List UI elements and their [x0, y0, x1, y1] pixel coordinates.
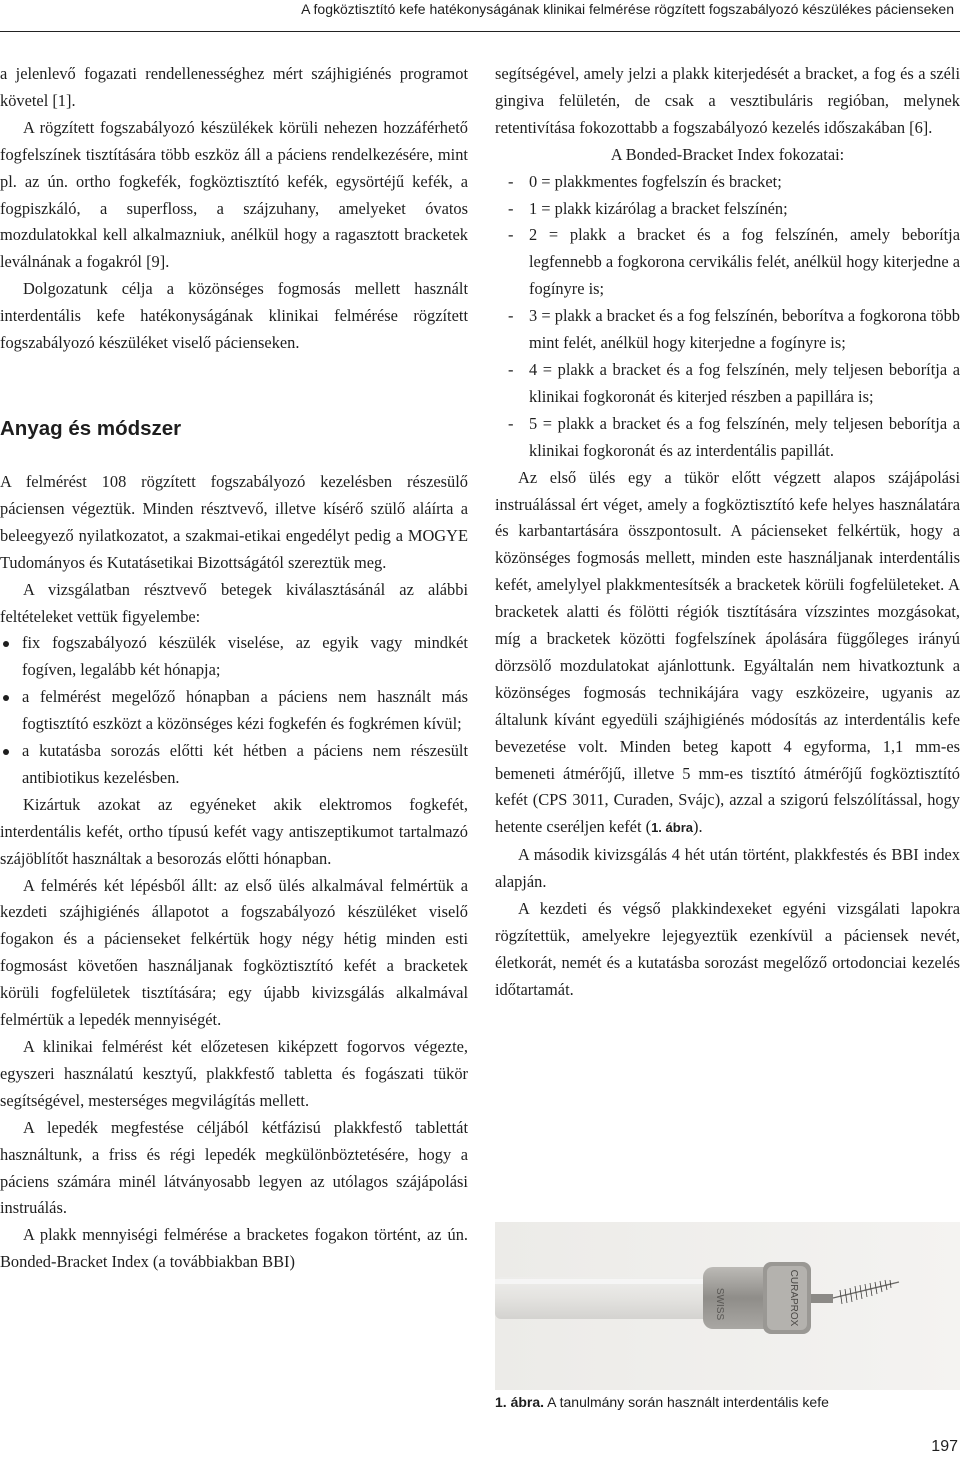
- figure-reference: 1. ábra: [651, 820, 693, 836]
- paragraph: A plakk mennyiségi felmérése a bracketes fogakon történt, az ún. Bonded-Bracket Index (a továbbiakban BBI): [0, 1225, 468, 1272]
- list-item-text: a kutatásba sorozás előtti két hétben a páciens nem részesült antibiotikus kezelésben.: [22, 741, 468, 787]
- paragraph-text: Az első ülés egy a tükör előtt végzett alapos szájápolási instruálással ért véget, amely a fogköztisztító kefe helyes használatára és karbantartására összpontosult. A pácienseket felkértük, hogy a közönséges fogmosás mellett, minden este használjanak interdentális kefét, amelylyel plakkmentesítsék a bracketek körüli fogfelületeket. A bracketek alatti és fölötti régiók tisztítására vízszintes mozgásokat, míg a bracketek közötti fogfelszínek ápolására függőleges irányú dörzsölő mozdulatokat ajánlottunk. Egyáltalán nem hivatkoztunk a közönséges fogmosás technikájára vagy eszközeire, ugyanis az általunk kívánt egyedüli szájhigiénés módosítás az interdentális kefe bevezetése volt. Minden beteg kapott 4 egyforma, 1,1 mm-es bemeneti átmérőjű, illetve 5 mm-es tisztító átmérőjű fogköztisztító kefét (CPS 3011, Curaden, Svájc), azzal a szigorú felszólítással, hogy hetente cseréljen kefét (: [495, 467, 960, 837]
- list-item: [495, 196, 960, 223]
- dash-icon: -: [508, 225, 514, 245]
- page-number: 197: [931, 1438, 958, 1455]
- paragraph: A klinikai felmérést két előzetesen kiképzett fogorvos végezte, egyszeri használatú kesztyű, plakkfestő tabletta és fogászati tükör segítségével, mesterséges megvilágítás mellett.: [0, 1037, 468, 1110]
- list-item: [0, 630, 468, 684]
- left-column: [0, 61, 468, 1276]
- handle-brand-label: CURAPROX: [788, 1269, 799, 1327]
- bullet-icon: [3, 695, 9, 701]
- paragraph: A kezdeti és végső plakkindexeket egyéni vizsgálati lapokra rögzítettük, amelyekre lejegyeztük ezenkívül a páciensek nevét, életkorát, nemét és a kutatásba sorozást megelőző ortodonciai kezelés időtartamát.: [495, 899, 960, 999]
- paragraph: [495, 465, 960, 843]
- bullet-icon: [3, 749, 9, 755]
- dash-icon: -: [508, 198, 514, 218]
- bullet-icon: [3, 641, 9, 647]
- paragraph: A vizsgálatban résztvevő betegek kiválasztásánál az alábbi feltételeket vettük figyelembe:: [0, 579, 468, 626]
- list-item-text: 2 = plakk a bracket és a fog felszínén, amely beborítja legfennebb a fogkorona cervikális felét, anélkül hogy kiterjedne a fogínyre is;: [529, 225, 960, 299]
- bbi-grade-list: [495, 169, 960, 465]
- dash-icon: -: [508, 413, 514, 433]
- list-item: [495, 357, 960, 411]
- caption-label: 1. ábra.: [495, 1394, 545, 1410]
- header-rule: [0, 31, 960, 32]
- list-item-text: 5 = plakk a bracket és a fog felszínén, mely teljesen beborítja a klinikai fogkoronát és az interdentális papillát.: [529, 413, 960, 460]
- running-head: A fogköztisztító kefe hatékonyságának klinikai felmérése rögzített fogszabályozó készülékes pácienseken: [301, 1, 954, 17]
- list-item-text: 1 = plakk kizárólag a bracket felszínén;: [529, 198, 788, 218]
- paragraph-text: ).: [693, 817, 703, 837]
- list-item: [0, 738, 468, 792]
- paragraph: A felmérés két lépésből állt: az első ülés alkalmával felmértük a kezdeti szájhigiénés állapotot a fogszabályozó készüléket viselő fogakon és a pácienseket felkértük hogy négy hétig minden esti fogmosást követően használjanak fogköztisztító kefét a bracketek körüli fogfelületek tisztítására; egy újabb kivizsgálás alkalmával felmértük a lepedék mennyiségét.: [0, 875, 468, 1030]
- paragraph: a jelenlevő fogazati rendellenességhez mért szájhigiénés programot követel [1].: [0, 64, 468, 110]
- paragraph: A rögzített fogszabályozó készülékek körüli nehezen hozzáférhető fogfelszínek tisztítására több eszköz áll a páciens rendelkezésére, mint pl. az ún. ortho fogkefék, fogköztisztító kefék, egysörtéjű kefék, a fogpiszkáló, a superfloss, a szájzuhany, amelyeket óvatos mozdulatokkal kell alkalmazniuk, anélkül hogy a ragasztott bracketek leválnának a fogakról [9].: [0, 117, 468, 272]
- brush-grip-face: [767, 1266, 807, 1330]
- bbi-heading: A Bonded-Bracket Index fokozatai:: [610, 144, 845, 164]
- paragraph: A második kivizsgálás 4 hét után történt, plakkfestés és BBI index alapján.: [495, 845, 960, 892]
- interdental-brush-illustration: [495, 1222, 960, 1390]
- paragraph: A felmérést 108 rögzített fogszabályozó kezelésben részesülő páciensen végeztük. Minden résztvevő, illetve kísérő szülő aláírta a beleegyező nyilatkozatot, a szakmai-etikai engedélyt pedig a MOGYE Tudományos és Kutatásetikai Bizottságától szereztük meg.: [0, 471, 468, 572]
- list-item: [495, 169, 960, 196]
- dash-icon: -: [508, 359, 514, 379]
- paragraph: A lepedék megfestése céljából kétfázisú plakkfestő tablettát használtunk, a friss és régi lepedék megkülönböztetésére, hogy a páciens számára minél látványosabb legyen az utólagos szájápolási instruálás.: [0, 1117, 468, 1218]
- right-column: [495, 61, 960, 1004]
- handle-label: SWISS: [714, 1287, 725, 1321]
- paragraph: segítségével, amely jelzi a plakk kiterjedését a bracket, a fog és a széli gingiva felületén, de csak a vesztibuláris regióban, melynek retentivítása fokozottabb a fogszabályozó kezelés időszakában [6].: [495, 64, 960, 137]
- list-item: [495, 411, 960, 465]
- list-item-text: 0 = plakkmentes fogfelszín és bracket;: [529, 171, 782, 191]
- paragraph: Kizártuk azokat az egyéneket akik elektromos fogkefét, interdentális kefét, ortho típusú kefét vagy antiszeptikumot tartalmazó szájöblítőt használtak a besorozás előtti hónapban.: [0, 794, 468, 868]
- list-item-text: a felmérést megelőző hónapban a páciens nem használt más fogtisztító eszközt a közönséges kézi fogkefén és fogkrémen kívül;: [22, 687, 468, 734]
- dash-icon: -: [508, 171, 514, 191]
- section-heading: Anyag és módszer: [0, 416, 182, 440]
- criteria-list: [0, 630, 468, 791]
- list-item-text: 3 = plakk a bracket és a fog felszínén, beborítva a fogkorona több mint felét, anélkül hogy kiterjedne a fogínyre is;: [529, 306, 960, 353]
- figure-photo: [495, 1222, 960, 1390]
- paragraph: Dolgozatunk célja a közönséges fogmosás mellett használt interdentális kefe hatékonyságának klinikai felmérése rögzített fogszabályozó készüléket viselő pácienseken.: [0, 279, 468, 353]
- figure-caption: [495, 1393, 960, 1411]
- cap-highlight: [495, 1279, 727, 1284]
- brush-neck: [811, 1294, 833, 1303]
- list-item-text: 4 = plakk a bracket és a fog felszínén, mely teljesen beborítja a klinikai fogkoronát és kiterjed részben a papillára is;: [529, 359, 960, 406]
- dash-icon: -: [508, 306, 514, 326]
- list-item: [0, 684, 468, 738]
- list-item-text: fix fogszabályozó készülék viselése, az egyik vagy mindkét fogíven, legalább két hónapja;: [22, 633, 468, 680]
- brush-grip: [703, 1267, 773, 1329]
- list-item: [495, 222, 960, 303]
- caption-text: A tanulmány során használt interdentális kefe: [544, 1394, 829, 1410]
- list-item: [495, 303, 960, 357]
